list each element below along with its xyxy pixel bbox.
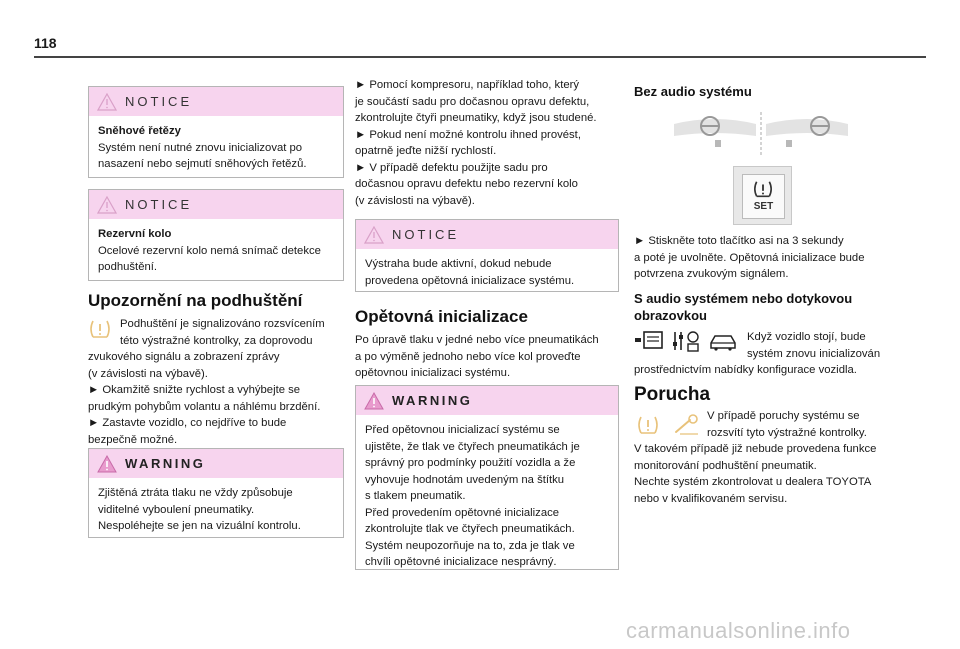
warning-line: správný pro podmínky použití vozidla a že (365, 457, 576, 469)
text-line: obrazovkou (634, 308, 707, 323)
notice-line: nasazení nebo sejmutí sněhových řetězů. (98, 158, 307, 170)
text-line: je součástí sadu pro dočasnou opravu defektu, (355, 95, 590, 108)
notice-title: Sněhové řetězy (98, 125, 181, 137)
touchscreen-side-text (747, 329, 897, 362)
section-heading-fault: Porucha (634, 384, 711, 405)
check-paragraph (355, 77, 623, 209)
text-line: rozsvítí tyto výstražné kontrolky. (707, 426, 867, 439)
watermark: carmanualsonline.info (626, 618, 851, 643)
notice-header (356, 220, 618, 249)
notice-header (89, 87, 343, 116)
touchscreen-menu-icon (634, 330, 664, 350)
warning-line: Systém neupozorňuje na to, zda je tlak ve (365, 539, 575, 552)
warning-line: Nespoléhejte se jen na vizuální kontrolu. (98, 520, 301, 532)
text-line: systém znovu inicializován (747, 347, 881, 360)
notice-triangle-icon (97, 196, 117, 214)
text-line: (v závislosti na výbavě). (355, 194, 475, 207)
text-line: (v závislosti na výbavě). (88, 367, 208, 380)
text-line: opětovnou inicializaci systému. (355, 367, 511, 379)
text-line: a poté je uvolněte. Opětovná inicializace bude (634, 251, 865, 264)
warning-header (356, 386, 618, 415)
set-button-illustration (733, 166, 792, 225)
text-line: V případě poruchy systému se (707, 410, 860, 422)
touchscreen-line: prostřednictvím nabídky konfigurace vozidla. (634, 364, 857, 376)
dashboard-location-illustration (670, 112, 850, 157)
section-heading-reinitialization: Opětovná inicializace (355, 307, 528, 326)
warning-line: Před opětovnou inicializací systému se (365, 424, 560, 436)
warning-body (356, 415, 618, 579)
warning-triangle-icon (364, 392, 384, 410)
notice-box-warning-active (355, 219, 619, 292)
tire-pressure-warning-icon (636, 414, 660, 436)
notice-triangle-icon (97, 93, 117, 111)
text-line: ► Pomocí kompresoru, například toho, který (355, 79, 580, 91)
warning-box-before-reinit (355, 385, 619, 570)
text-line: Nechte systém zkontrolovat u dealera TOYOTA (634, 476, 872, 488)
car-icon (708, 333, 738, 351)
warning-line: viditelné vyboulení pneumatiky. (98, 503, 255, 516)
section-heading-underinflation: Upozornění na podhuštění (88, 291, 303, 310)
set-button-instructions (634, 233, 896, 283)
set-button (742, 174, 785, 219)
warning-label: WARNING (125, 456, 206, 471)
warning-line: Zjištěná ztráta tlaku ne vždy způsobuje (98, 487, 293, 499)
text-line: prudkým pohybům volantu a náhlému brzdění. (88, 400, 321, 413)
warning-box-pressure-loss (88, 448, 344, 538)
notice-label: NOTICE (392, 227, 460, 242)
warning-line: vyhovuje hodnotám uvedeným na štítku (365, 473, 565, 486)
text-line: potvrzena zvukovým signálem. (634, 268, 789, 280)
underinflation-paragraph (88, 349, 348, 448)
notice-line: Výstraha bude aktivní, dokud nebude (365, 258, 552, 270)
text-line: bezpečně možné. (88, 433, 178, 446)
text-line: ► Stiskněte toto tlačítko asi na 3 sekundy (634, 235, 844, 247)
notice-box-snow-chains (88, 86, 344, 178)
text-line: ► Pokud není možné kontrolu ihned provést, (355, 128, 581, 141)
notice-line: Systém není nutné znovu inicializovat po (98, 141, 303, 154)
subheading-audio-touchscreen (634, 290, 852, 324)
warning-label: WARNING (392, 393, 473, 408)
text-line: opatrně jeďte nižší rychlostí. (355, 145, 497, 157)
text-line: ► Zastavte vozidlo, co nejdříve to bude (88, 417, 287, 429)
warning-body (89, 478, 343, 543)
notice-body (89, 219, 343, 284)
notice-body (89, 116, 343, 181)
notice-line: provedena opětovná inicializace systému. (365, 274, 575, 287)
text-line: V takovém případě již nebude provedena funkce (634, 443, 877, 455)
notice-label: NOTICE (125, 94, 193, 109)
set-label: SET (753, 201, 774, 212)
text-line: nebo v kvalifikovaném servisu. (634, 492, 788, 505)
subheading-no-audio: Bez audio systému (634, 84, 752, 99)
notice-triangle-icon (364, 226, 384, 244)
tire-pressure-warning-icon (88, 318, 112, 340)
text-line: Po úpravě tlaku v jedné nebo více pneumatikách (355, 334, 599, 346)
text-line: této výstražné kontrolky, za doprovodu (120, 334, 313, 347)
tire-pressure-icon (752, 179, 774, 199)
notice-header (89, 190, 343, 219)
warning-triangle-icon (97, 455, 117, 473)
notice-title: Rezervní kolo (98, 228, 172, 240)
service-wrench-icon (672, 414, 702, 436)
notice-line: Ocelové rezervní kolo nemá snímač detekce (98, 244, 321, 257)
text-line: Podhuštění je signalizováno rozsvícením (120, 318, 325, 330)
text-line: a po výměně jednoho nebo více kol proveďte (355, 350, 581, 363)
underinflation-side-text (120, 316, 342, 349)
warning-line: s tlakem pneumatik. (365, 490, 466, 502)
warning-header (89, 449, 343, 478)
text-line: dočasnou opravu defektu nebo rezervní kolo (355, 178, 578, 190)
warning-line: ujistěte, že tlak ve čtyřech pneumatikách je (365, 440, 580, 453)
reinit-intro (355, 332, 623, 382)
page-number: 118 (34, 35, 57, 51)
vehicle-settings-icon (671, 330, 701, 352)
fault-paragraph (634, 441, 896, 507)
text-line: ► V případě defektu použijte sadu pro (355, 161, 548, 174)
fault-side-text (707, 408, 897, 441)
notice-body (356, 249, 618, 297)
warning-line: zkontrolujte tlak ve čtyřech pneumatikách. (365, 523, 575, 535)
text-line: Když vozidlo stojí, bude (747, 331, 866, 343)
text-line: zkontrolujte čtyři pneumatiky, když jsou studené. (355, 112, 597, 124)
notice-label: NOTICE (125, 197, 193, 212)
text-line: zvukového signálu a zobrazení zprávy (88, 351, 280, 363)
header-rule (34, 56, 926, 58)
notice-line: podhuštění. (98, 261, 158, 273)
notice-box-spare-wheel (88, 189, 344, 281)
text-line: monitorování podhuštění pneumatik. (634, 459, 817, 472)
warning-line: chvíli opětovné inicializace nesprávný. (365, 556, 557, 568)
warning-line: Před provedením opětovné inicializace (365, 506, 560, 519)
text-line: ► Okamžitě snižte rychlost a vyhýbejte se (88, 384, 301, 396)
text-line: S audio systémem nebo dotykovou (634, 291, 853, 306)
